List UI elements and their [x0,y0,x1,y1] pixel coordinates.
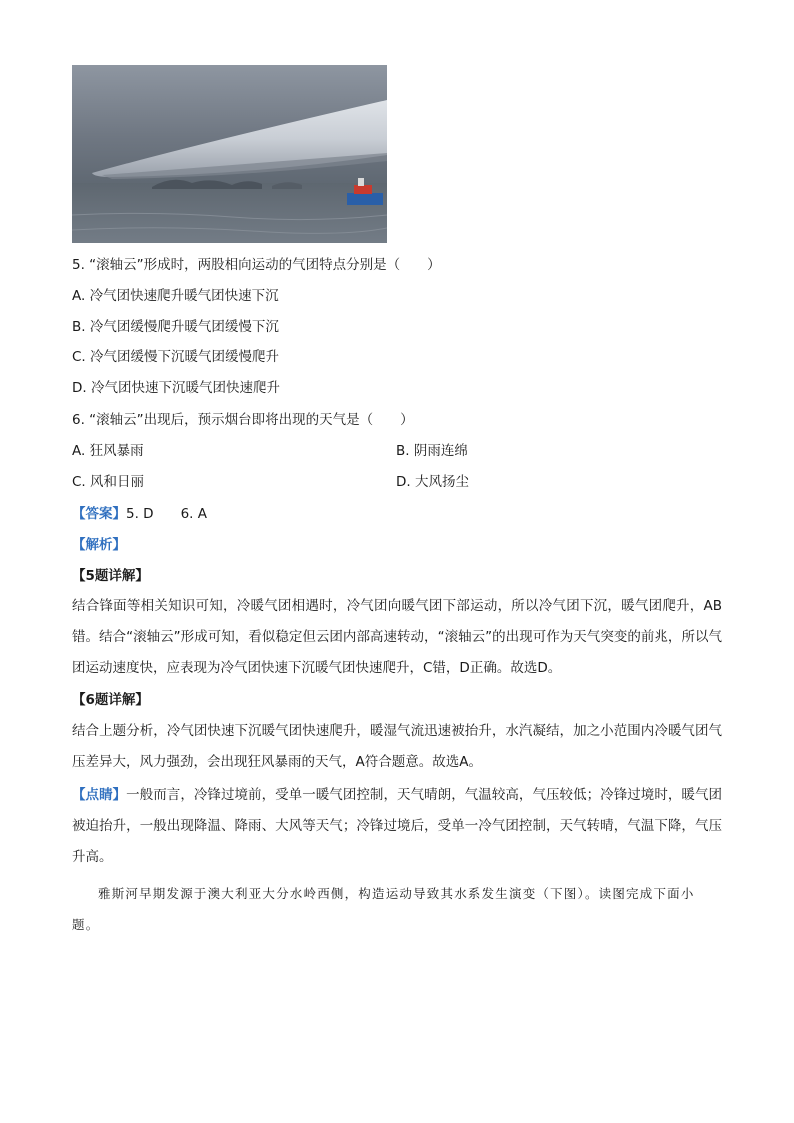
next-intro-line-1: 雅斯河早期发源于澳大利亚大分水岭西侧，构造运动导致其水系发生演变（下图）。读图完成下面小 [98,886,695,901]
next-intro-line-2: 题。 [72,917,100,932]
question-5-option-c: C. 冷气团缓慢下沉暖气团缓慢爬升 [72,349,280,365]
answer-line [72,505,207,523]
question-5-option-a: A. 冷气团快速爬升暖气团快速下沉 [72,288,279,304]
detail-5-text: 结合锋面等相关知识可知，冷暖气团相遇时，冷气团向暖气团下部运动，所以冷气团下沉，暖气团爬升，AB错。结合“滚轴云”形成可知，看似稳定但云团内部高速转动，“滚轴云”的出现可作为天气突变的前兆，所以气团运动速度快，应表现为冷气团快速下沉暖气团快速爬升，C错，D正确。故选D。 [72,598,722,676]
next-intro [72,878,724,940]
question-6-stem: 6. “滚轴云”出现后，预示烟台即将出现的天气是（ ） [72,412,414,428]
question-6-option-c: C. 风和日丽 [72,474,145,490]
question-6-option-a: A. 狂风暴雨 [72,443,144,459]
question-5-stem: 5. “滚轴云”形成时，两股相向运动的气团特点分别是（ ） [72,257,441,273]
question-5-option-b: B. 冷气团缓慢爬升暖气团缓慢下沉 [72,319,279,335]
tip-label: 【点睛】 [72,787,127,803]
tip-paragraph [72,780,722,873]
question-5-option-d: D. 冷气团快速下沉暖气团快速爬升 [72,380,280,396]
analysis-label: 【解析】 [72,537,126,553]
tip-text: 一般而言，冷锋过境前，受单一暖气团控制，天气晴朗，气温较高，气压较低；冷锋过境时，暖气团被迫抬升，一般出现降温、降雨、大风等天气；冷锋过境后，受单一冷气团控制，天气转晴，气温下降，气压升高。 [72,787,723,865]
answer-text: 5. D 6. A [126,506,207,522]
detail-6-heading: 【6题详解】 [72,692,149,708]
detail-5-heading: 【5题详解】 [72,568,149,584]
answer-label: 【答案】 [72,506,126,522]
roll-cloud-photo [72,65,387,243]
question-6-option-d: D. 大风扬尘 [396,474,469,490]
detail-6-text: 结合上题分析，冷气团快速下沉暖气团快速爬升，暖湿气流迅速被抬升，水汽凝结，加之小范围内冷暖气团气压差异大，风力强劲，会出现狂风暴雨的天气，A符合题意。故选A。 [72,723,722,770]
question-6-option-b: B. 阴雨连绵 [396,443,468,459]
